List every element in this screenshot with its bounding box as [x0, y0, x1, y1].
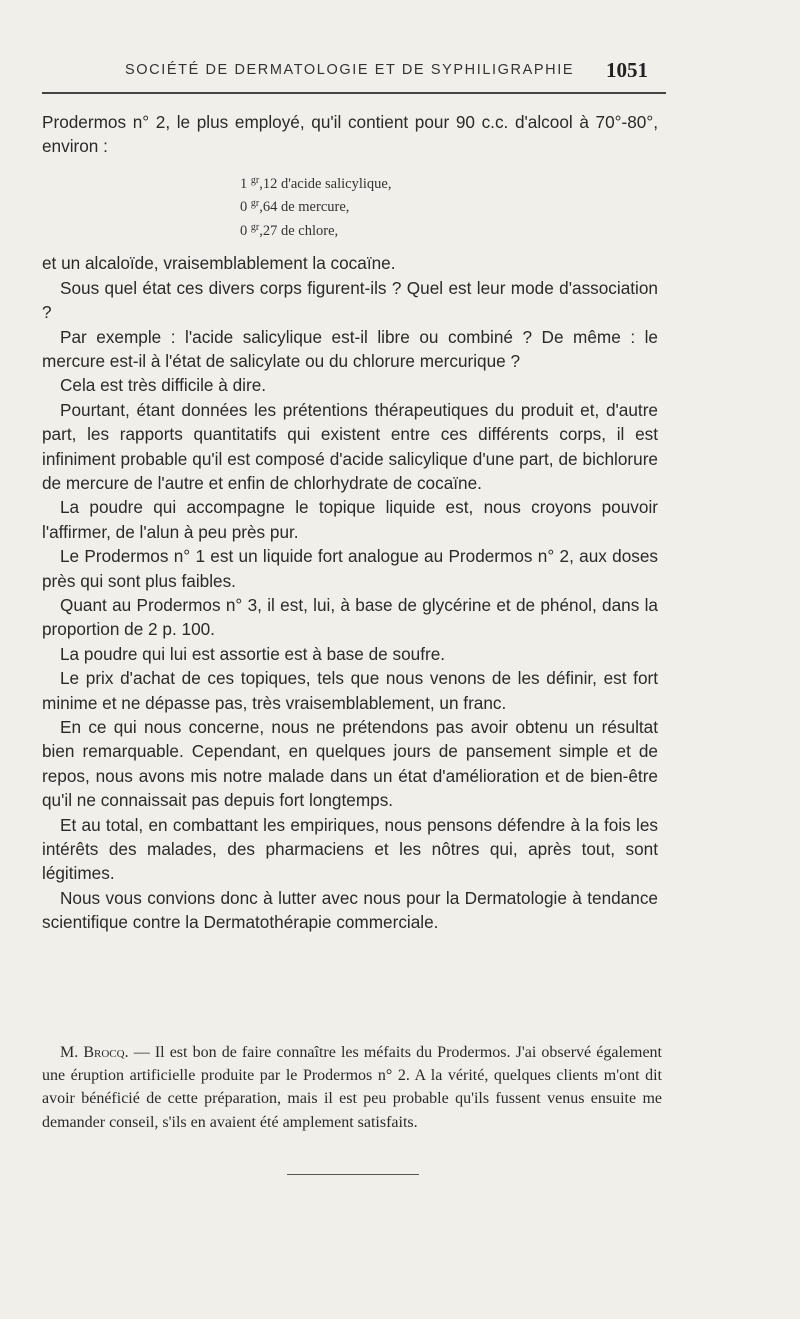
main-text — [42, 110, 658, 935]
speaker-name: Brocq — [83, 1044, 125, 1061]
note-text: Il est bon de faire connaître les méfaits du Prodermos. J'ai observé également une éruption artificielle produite par le Prodermos n° 2. A la vérité, quelques clients m'ont dit avoir bénéficié de cette préparation, mais il est peu probable qu'ils fussent venus ensuite me demander conseil, s'ils en avaient été amplement satisfaits. — [42, 1044, 663, 1131]
formula-line: 1 $^{gr}$,12 d'acide salicylique, — [240, 174, 392, 192]
intro-paragraph: Prodermos n° 2, le plus employé, qu'il contient pour 90 c.c. d'alcool à 70°-80°, environ : — [42, 112, 658, 157]
paragraph: La poudre qui lui est assortie est à base de soufre. — [60, 643, 446, 664]
paragraph: Sous quel état ces divers corps figurent-ils ? Quel est leur mode d'association ? — [42, 277, 658, 323]
paragraph: En ce qui nous concerne, nous ne prétendons pas avoir obtenu un résultat bien remarquable. Cependant, en quelques jours de pansement simple et de repos, nous avons mis notre malade dans un état d'amélioration et de bien-être qu'il ne connaissait pas depuis fort longtemps. — [42, 717, 658, 811]
note-paragraph: M. Brocq. — Il est bon de faire connaître les méfaits du Prodermos. J'ai observé également une éruption artificielle produite par le Prodermos n° 2. A la vérité, quelques clients m'ont dit avoir bénéficié de cette préparation, mais il est peu probable qu'ils fussent venus ensuite me demander conseil, s'ils en avaient été amplement satisfaits. — [42, 1044, 663, 1131]
paragraph: et un alcaloïde, vraisemblablement la cocaïne. — [42, 253, 396, 274]
closing-rule — [287, 1174, 419, 1175]
running-title: SOCIÉTÉ DE DERMATOLOGIE ET DE SYPHILIGRAPHIE — [125, 62, 575, 78]
paragraph: Le prix d'achat de ces topiques, tels que nous venons de les définir, est fort minime et ne dépasse pas, très vraisemblablement, un franc. — [42, 668, 658, 713]
paragraph: Le Prodermos n° 1 est un liquide fort analogue au Prodermos n° 2, aux doses près qui sont plus faibles. — [42, 546, 658, 591]
paragraph: Par exemple : l'acide salicylique est-il libre ou combiné ? De même : le mercure est-il à l'état de salicylate ou du chlorure mercurique ? — [42, 326, 658, 371]
paragraph: Cela est très difficile à dire. — [60, 375, 267, 396]
paragraph: Et au total, en combattant les empiriques, nous pensons défendre à la fois les intérêts des malades, des pharmaciens et les nôtres qui, après tout, sont légitimes. — [42, 814, 658, 884]
formula-line: 0 $^{gr}$,27 de chlore, — [240, 221, 339, 239]
paragraph: Nous vous convions donc à lutter avec nous pour la Dermatologie à tendance scientifique contre la Dermatothérapie commerciale. — [42, 887, 658, 933]
paragraph: La poudre qui accompagne le topique liquide est, nous croyons pouvoir l'affirmer, de l'alun à peu près pur. — [42, 497, 658, 542]
composition-list — [240, 171, 658, 242]
paragraph: Pourtant, étant données les prétentions thérapeutiques du produit et, d'autre part, les rapports quantitatifs qui existent entre ces différents corps, il est infiniment probable qu'il est composé d'acide salicylique d'une part, de bichlorure de mercure de l'autre et enfin de chlorhydrate de cocaïne. — [42, 399, 658, 493]
header-rule — [42, 92, 666, 94]
discussion-note — [42, 1041, 662, 1134]
paragraph: Quant au Prodermos n° 3, il est, lui, à base de glycérine et de phénol, dans la proportion de 2 p. 100. — [42, 595, 658, 640]
page-number: 1051 — [606, 58, 648, 82]
formula-line: 0 $^{gr}$,64 de mercure, — [240, 198, 350, 216]
page-header — [0, 58, 800, 82]
